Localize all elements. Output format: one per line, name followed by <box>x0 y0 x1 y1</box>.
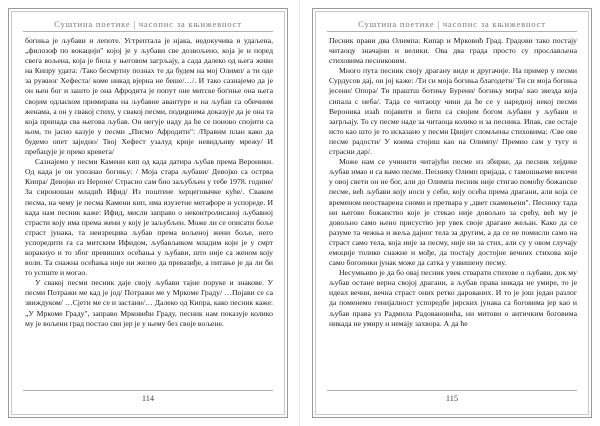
left-footer-rule <box>23 390 273 391</box>
right-paragraph-2: Много пута песник своју драгану виде и другачије. На пример у песми Сурдусов дај, он јој каже: /Ти си моја богиња благодети/ Ти си моја богиња јесени/ Опора/ Ти праштш ботињу Бурени/ богињу мира/ као звезда која сипала с неба/. Тада се читаоцу чини да ће се у наредној некој песми Вероника изаћ појавити и бити са својим богом љубави у љубави и загрљају. То су песме наде за читаоца колико и за песника. Ипак, све остаје исто као што је то исказано у песми Цвијет сломљены стиховима: /Све ове песме радости/ У коима стојиш као на Олимпу/ Премио сам у тугу и страсни дар/. <box>329 66 577 157</box>
right-paragraph-1: Песник прави два Олимпа: Кипар и Мрковић Град. Градови тако постају читаоцу значајни и велики. Ова два града просто су прослављена стиховима песниковим. <box>329 36 577 66</box>
right-header-rule <box>327 31 577 32</box>
right-page <box>300 0 600 426</box>
right-paragraph-3: Може нам се учинити читајући песме из збирке, да песник хејдике љубав имао и са вамо песме. Песнику Олимп пријада, с тамошњеме висечи у овој свети он не бог, али до Олимпа песник није стигао помоћу божанске песме, већ љубави коју носи у себи, коју осећа према драгани, али која се временом неостварена сноми и претвара у „цвет скамењени". Песнику тада ни његово божанство које је стекао није довољно за срећу, већ му је довољно само њено присуство јер увек своје драгане жељан. Како да се разуме та чежња и жеља дајног тела за другим, а да се не помисли само на страст само тела, која није за песму, није ни за стих, али су у овом случају емоције толико снажне и мође, да постају достојне вечних стихова које само богоинки јунак може да сатка у узвишену песму. <box>329 157 577 268</box>
left-paragraph-2: Сазнајемо у песми Камени кип од када датира љубав према Вероники. Од када је он упознао богињу: / Моја стара љубави/ Девојко са острва Кипра/ Девојко из Нероне/ Страсно сам био заљубљен у тебе 1978. године/ За сироношан младић Ифид/ Из поштене херцеговачке куће/. Сваком песма, на чему је песма Камени кип, има изузетне метафоре и успореде. И када нам песник каже: Ифид, мисли заправо о неконтролисаној љубавној страсти коју има према жени у коју је заљубљен. Може ли се описати боље страст јунака, та неизрецива љубав према вољеној жени боље, него успоредити га са митским Ифидом, љубављиком младим који је у смрт коракнуо и то због превиших осећања у љубави, што није са женом коју воли. Та снажна осећања није ни желео да превазиђе, а питање је да ли би то успште и могао. <box>25 157 273 278</box>
right-page-number: 115 <box>445 394 459 403</box>
left-page-border <box>8 8 288 418</box>
left-running-head: Суштина поетике | часопис за књижевност <box>54 19 242 29</box>
right-page-border <box>312 8 592 418</box>
left-paragraph-1: богиња је љубави и лепоте. Устрептала је нјака, недокучива и удаљена, „филозоф по вокацији" којој је у љубави све дозвољено, која је и поред свега вољена, која је била у његовом загрљају, а сада далеко од њега живи на Кипру удата: /Тако бесмртну познах те да будем на мој Олимп/ а ти оде за ружног Хефеста/ коме никад вјерна не беше/…/. И тако сазнајемо да је он њен бог и зашто је она Афродита је попут оне митске богиње она њега својим одласком примирава на љубавне авантуре и на љубав са обичним женама, а он у свакој стиху, у свакој песми, подиgнима доказује да је она та која припада сва његова љубав. Он негује наду да ће се поново спојити са њом, то јасно казује у песми „Писмо Афродити": /Правим план како да будемо опет заједно/ Твој Хефест узалуд криje невидљиву мрежу/ И пребацује је преко кревета/ <box>25 36 273 157</box>
left-body-text <box>25 36 273 329</box>
right-running-head: Суштина поетике | часопис за књижевност <box>358 19 546 29</box>
left-page-number: 114 <box>141 394 155 403</box>
left-header-rule <box>23 31 273 32</box>
right-paragraph-4: Несумњиво је да бо овај песник увек стварати стихове о љубави, док му љубав остане верна својој драгани, а љубав права никада не умире, то је идеал вечни, вечна страст оних ретко дарованих. И то је још један разлог да поменемо генијалност успоредбе јирских јунака са боговима јер као и љубав права уз Радмила Радовановића, ни митови о античким боговима никада не умиру и немају захвора. А да ће <box>329 268 577 328</box>
right-body-text <box>329 36 577 329</box>
right-footer-rule <box>327 390 577 391</box>
left-paragraph-3: У свакој песми песник даје своју љубави тајне поруке и знакове. У песми Потражи ме кад је јод/ Потражи ме у Мркоме Граду/ …Појави се са звиждуком/ …Сјети ме се и застани/… Далеко од Кипра, како песник каже: „У Мркоме Граду", заправо Мрковићи Граду, песник нам показује колико му је вољени град постао сви јер је у њему без своје вољене. <box>25 278 273 328</box>
